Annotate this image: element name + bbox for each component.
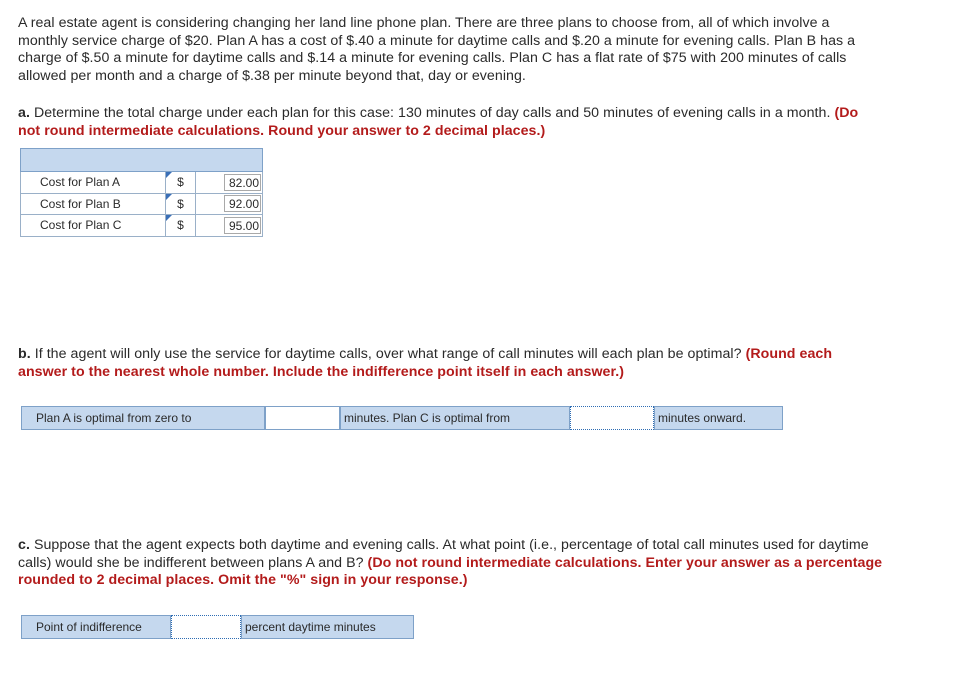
point-of-indifference-label: Point of indifference xyxy=(21,615,171,639)
currency-cell xyxy=(166,172,196,194)
currency-cell xyxy=(166,215,196,237)
answer-flag-icon xyxy=(166,215,172,221)
plan-a-upper-bound-input[interactable] xyxy=(265,406,340,430)
minutes-onward-label: minutes onward. xyxy=(654,406,783,430)
part-c-text: calls) would she be indifferent between plans A and B? xyxy=(18,554,364,571)
currency-symbol: $ xyxy=(177,196,184,211)
part-b-label: b. xyxy=(18,346,31,362)
part-c-text: Suppose that the agent expects both daytime and evening calls. At what point (i.e., percentage of total call minutes used for daytime xyxy=(33,537,869,553)
answer-flag-icon xyxy=(166,194,172,200)
plan-cost-table xyxy=(20,148,263,237)
answer-cell xyxy=(196,193,263,215)
part-a-label: a. xyxy=(18,105,30,121)
problem-intro xyxy=(18,15,948,85)
intro-line: A real estate agent is considering changing her land line phone plan. There are three plans to choose from, all of which involve a xyxy=(18,15,830,31)
table-row xyxy=(21,172,263,194)
table-row xyxy=(21,193,263,215)
part-c-instruction: rounded to 2 decimal places. Omit the "%" sign in your response.) xyxy=(18,572,468,589)
part-c-label: c. xyxy=(18,537,30,553)
part-a-text: Determine the total charge under each plan for this case: 130 minutes of day calls and 50 minutes of evening calls in a month. xyxy=(33,105,831,121)
table-row xyxy=(21,215,263,237)
part-a-instruction: not round intermediate calculations. Round your answer to 2 decimal places.) xyxy=(18,122,546,139)
part-b-instruction: (Round each xyxy=(745,346,833,362)
percent-daytime-label: percent daytime minutes xyxy=(241,615,414,639)
currency-symbol: $ xyxy=(177,175,184,190)
part-c-question xyxy=(18,537,948,590)
part-b-answer-strip xyxy=(21,406,783,430)
part-b-instruction: answer to the nearest whole number. Include the indifference point itself in each answer.) xyxy=(18,363,625,380)
part-c-answer-strip xyxy=(21,615,414,639)
answer-flag-icon xyxy=(166,172,172,178)
row-label: Cost for Plan C xyxy=(21,215,166,237)
row-label: Cost for Plan A xyxy=(21,172,166,194)
row-label: Cost for Plan B xyxy=(21,193,166,215)
table-header-row xyxy=(21,149,263,172)
currency-symbol: $ xyxy=(177,218,184,233)
indifference-percent-input[interactable] xyxy=(171,615,241,639)
cost-plan-c-input[interactable]: 95.00 xyxy=(224,217,261,234)
intro-line: monthly service charge of $20. Plan A has a cost of $.40 a minute for daytime calls and $.20 a minute for evening calls. Plan B has a xyxy=(18,32,856,49)
part-a-question xyxy=(18,105,948,140)
cost-plan-b-input[interactable]: 92.00 xyxy=(224,195,261,212)
part-c-instruction: (Do not round intermediate calculations. Enter your answer as a percentage xyxy=(367,554,883,571)
plan-c-range-label: minutes. Plan C is optimal from xyxy=(340,406,570,430)
answer-cell xyxy=(196,215,263,237)
plan-c-lower-bound-input[interactable] xyxy=(570,406,654,430)
cost-plan-a-input[interactable]: 82.00 xyxy=(224,174,261,191)
part-a-instruction: (Do xyxy=(834,105,859,121)
part-b-text: If the agent will only use the service for daytime calls, over what range of call minutes will each plan be optimal? xyxy=(34,346,742,362)
intro-line: allowed per month and a charge of $.38 per minute beyond that, day or evening. xyxy=(18,67,526,84)
plan-a-range-label: Plan A is optimal from zero to xyxy=(21,406,265,430)
intro-line: charge of $.50 a minute for daytime calls and $.14 a minute for evening calls. Plan C has a flat rate of $75 with 200 minutes of calls xyxy=(18,50,847,67)
table-header-cell xyxy=(21,149,263,172)
part-b-question xyxy=(18,346,948,381)
answer-cell xyxy=(196,172,263,194)
currency-cell xyxy=(166,193,196,215)
